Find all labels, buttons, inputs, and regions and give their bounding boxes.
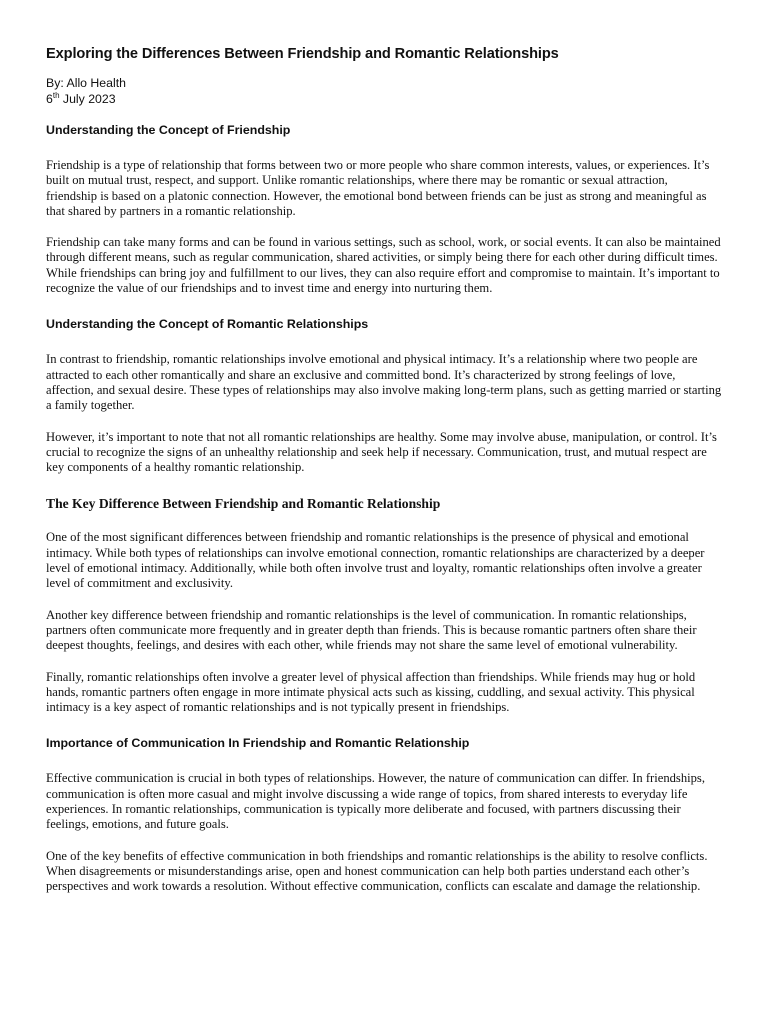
- paragraph: One of the most significant differences between friendship and romantic relationships is the presence of physical and emotional intimacy. While both types of relationships can involve emotional connection, romantic relationships are characterized by a deeper level of emotional intimacy. Additionally, while both often involve trust and loyalty, romantic relationships often involve a greater level of commitment and exclusivity.: [46, 530, 705, 591]
- section-key-difference: [46, 495, 722, 715]
- date-day: 6: [46, 92, 53, 106]
- paragraph: Another key difference between friendship and romantic relationships is the level of communication. In romantic relationships, partners often communicate more frequently and in greater depth than friends. This is because romantic partners often share their deepest thoughts, feelings, and desires with each other, while friends may not share the same level of emotional vulnerability.: [46, 607, 697, 653]
- paragraph: In contrast to friendship, romantic relationships involve emotional and physical intimacy. It’s a relationship where two people are attracted to each other romantically and share an exclusive and committed bond. It’s characterized by strong feelings of love, affection, and sexual desire. These types of relationships may also involve making long-term plans, such as getting married or starting a family together.: [46, 352, 722, 413]
- document-page: [46, 44, 722, 911]
- paragraph: Effective communication is crucial in both types of relationships. However, the nature of communication can differ. In friendships, communication is often more casual and might involve discussing a wide range of topics, from shared interests to everyday life experiences. In romantic relationships, communication is typically more deliberate and focused, with partners discussing their feelings, emotions, and future goals.: [46, 771, 705, 832]
- document-title: Exploring the Differences Between Friendship and Romantic Relationships: [46, 46, 559, 62]
- section-heading: The Key Difference Between Friendship and Romantic Relationship: [46, 496, 441, 512]
- byline-block: [46, 75, 722, 107]
- paragraph: Friendship is a type of relationship that forms between two or more people who share common interests, values, or experiences. It’s built on mutual trust, respect, and support. Unlike romantic relationships, where there may be romantic or sexual attraction, friendship is based on a platonic connection. However, the emotional bond between friends can be just as strong and meaningful as that shared by partners in a romantic relationship.: [46, 158, 710, 218]
- paragraph: Finally, romantic relationships often involve a greater level of physical affection than friendships. While friends may hug or hold hands, romantic partners often engage in more intimate physical acts such as kissing, cuddling, and sexual activity. This physical intimacy is a key aspect of romantic relationships and is not typically present in friendships.: [46, 669, 696, 715]
- section-communication: [46, 735, 722, 894]
- section-heading: Importance of Communication In Friendship and Romantic Relationship: [46, 736, 470, 751]
- paragraph: Friendship can take many forms and can be found in various settings, such as school, work, or social events. It can also be maintained through different means, such as regular communication, shared activities, or simply being there for each other during difficult times. While friendships can bring joy and fulfillment to our lives, they can also require effort and compromise to maintain. It’s important to recognize the value of our friendships and to invest time and energy into nurturing them.: [46, 235, 721, 296]
- date-month-year: July 2023: [59, 92, 116, 106]
- section-romantic-relationships: [46, 316, 722, 475]
- author-line: By: Allo Health: [46, 76, 126, 90]
- section-heading: Understanding the Concept of Friendship: [46, 123, 291, 137]
- paragraph: One of the key benefits of effective communication in both friendships and romantic relationships is the ability to resolve conflicts. When disagreements or misunderstandings arise, open and honest communication can help both parties understand each other’s perspectives and work towards a resolution. Without effective communication, conflicts can escalate and damage the relationship.: [46, 848, 708, 894]
- section-friendship: [46, 122, 722, 296]
- section-heading: Understanding the Concept of Romantic Relationships: [46, 317, 369, 332]
- paragraph: However, it’s important to note that not all romantic relationships are healthy. Some may involve abuse, manipulation, or control. It’s crucial to recognize the signs of an unhealthy relationship and seek help if necessary. Communication, trust, and mutual respect are key components of a healthy romantic relationship.: [46, 429, 717, 475]
- date-suffix: th: [52, 90, 60, 100]
- publish-date: [46, 91, 722, 107]
